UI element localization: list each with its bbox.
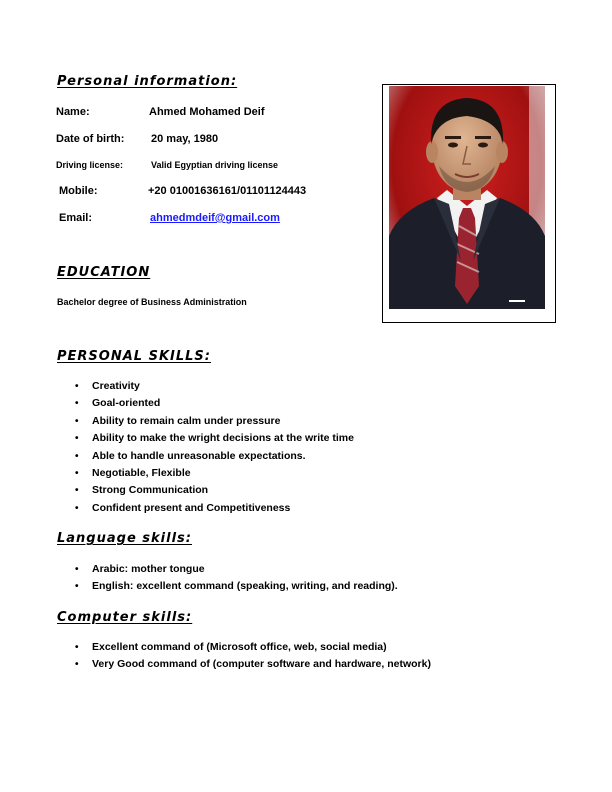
bullet-icon: • — [75, 467, 79, 479]
bullet-icon: • — [75, 450, 79, 462]
language-skills-heading: Language skills: — [57, 531, 192, 546]
education-degree: Bachelor degree of Business Administration — [57, 297, 247, 307]
list-item: • Creativity — [75, 378, 354, 395]
mobile-value: +20 01001636161/01101124443 — [148, 185, 307, 197]
email-link[interactable]: ahmedmdeif@gmail.com — [150, 212, 280, 224]
education-heading: EDUCATION — [57, 265, 151, 280]
bullet-icon: • — [75, 381, 79, 392]
bullet-icon: • — [75, 502, 79, 514]
list-item: • Negotiable, Flexible — [75, 465, 354, 482]
list-item: • English: excellent command (speaking, writing, and reading). — [75, 578, 398, 595]
list-item: • Strong Communication — [75, 482, 354, 499]
bullet-icon: • — [75, 564, 79, 575]
list-item: • Very Good command of (computer software and hardware, network) — [75, 656, 431, 673]
bullet-icon: • — [75, 659, 79, 671]
list-item: • Arabic: mother tongue — [75, 561, 398, 578]
dob-value: 20 may, 1980 — [151, 133, 219, 145]
computer-skills-list — [75, 639, 431, 674]
bullet-icon: • — [75, 642, 79, 653]
personal-skills-list — [75, 378, 354, 517]
profile-photo — [389, 86, 545, 309]
mobile-label: Mobile: — [59, 185, 98, 197]
dob-label: Date of birth: — [56, 133, 125, 145]
email-label: Email: — [59, 212, 93, 224]
personal-information-heading: Personal information: — [57, 74, 238, 89]
name-value: Ahmed Mohamed Deif — [149, 106, 265, 118]
computer-skills-heading: Computer skills: — [57, 610, 193, 625]
list-item: • Confident present and Competitiveness — [75, 500, 354, 517]
photo-frame — [382, 84, 556, 323]
bullet-icon: • — [75, 433, 79, 445]
license-value: Valid Egyptian driving license — [151, 160, 279, 170]
list-item: • Ability to remain calm under pressure — [75, 413, 354, 430]
list-item: • Excellent command of (Microsoft office, web, social media) — [75, 639, 431, 656]
list-item: • Ability to make the wright decisions at the write time — [75, 430, 354, 447]
portrait-illustration — [389, 86, 545, 309]
license-label: Driving license: — [56, 160, 124, 170]
list-item: • Goal-oriented — [75, 395, 354, 412]
name-label: Name: — [56, 106, 90, 118]
bullet-icon: • — [75, 581, 79, 593]
list-item: • Able to handle unreasonable expectations. — [75, 448, 354, 465]
bullet-icon: • — [75, 398, 79, 410]
language-skills-list — [75, 561, 398, 596]
bullet-icon: • — [75, 485, 79, 497]
bullet-icon: • — [75, 415, 79, 427]
personal-skills-heading: PERSONAL SKILLS: — [57, 349, 211, 364]
